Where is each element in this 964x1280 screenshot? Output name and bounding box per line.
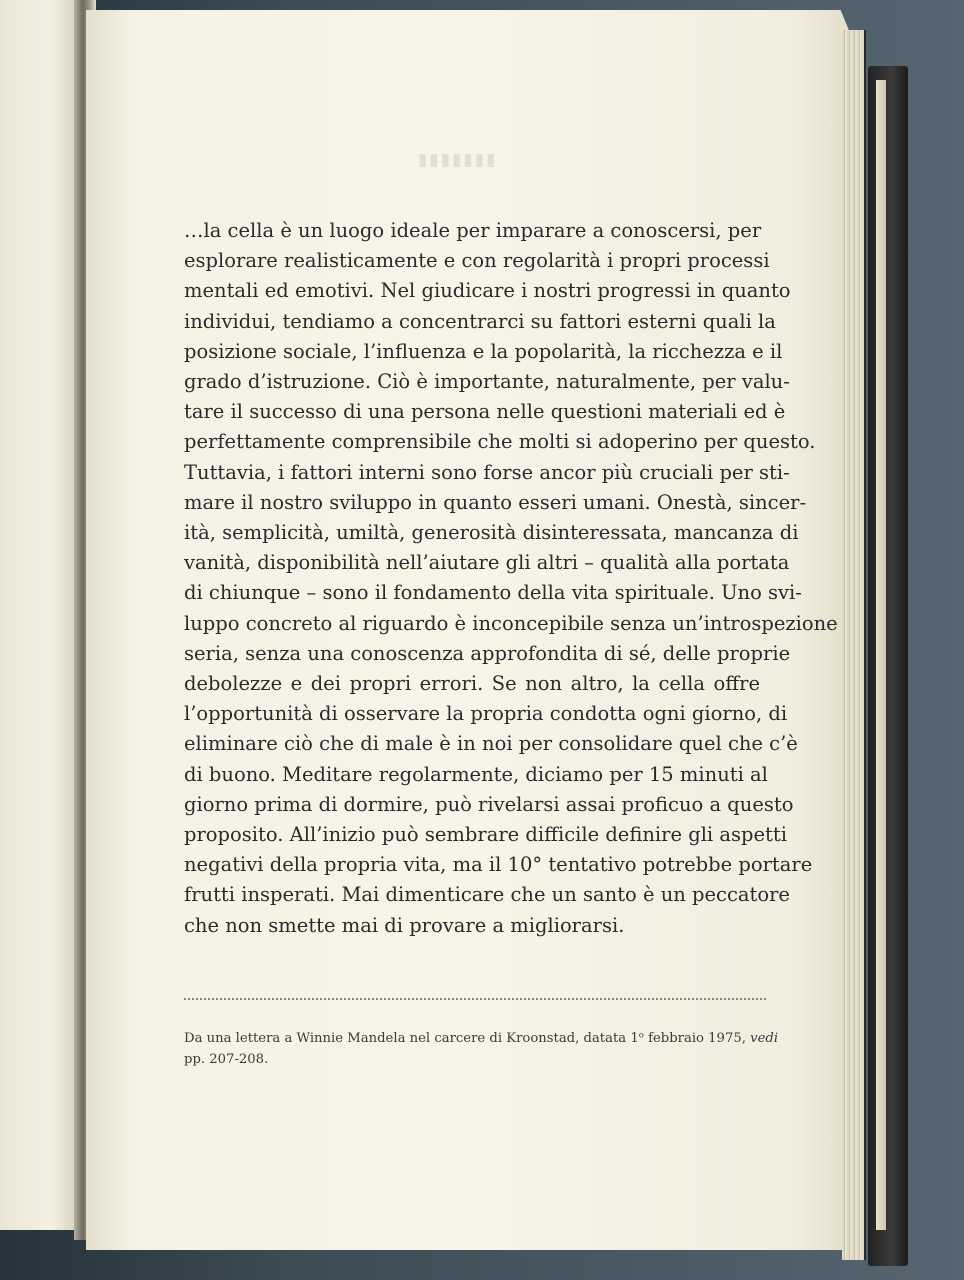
book-back-cover	[868, 66, 908, 1266]
text-line: negativi della propria vita, ma il 10° tentativo potrebbe portare	[184, 853, 813, 877]
footnote-line-2: pp. 207-208.	[184, 1052, 269, 1067]
text-line: debolezze e dei propri errori. Se non altro, la cella offre	[184, 672, 760, 696]
text-line: tare il successo di una persona nelle questioni materiali ed è	[184, 400, 786, 424]
text-line: giorno prima di dormire, può rivelarsi assai proficuo a questo	[184, 792, 794, 816]
footnote-rule	[184, 998, 766, 1000]
text-line: di buono. Meditare regolarmente, diciamo per 15 minuti al	[184, 762, 768, 786]
text-line: Tuttavia, i fattori interni sono forse ancor più cruciali per sti-	[184, 460, 790, 484]
text-line: che non smette mai di provare a migliorarsi.	[184, 913, 625, 937]
book-edge-behind	[876, 80, 886, 1230]
footnote-text-b: febbraio 1975,	[643, 1031, 751, 1046]
left-page	[0, 0, 84, 1230]
text-line: luppo concreto al riguardo è inconcepibile senza un’introspezione	[184, 611, 838, 635]
text-line: mentali ed emotivi. Nel giudicare i nostri progressi in quanto	[184, 279, 791, 303]
text-line: grado d’istruzione. Ciò è importante, naturalmente, per valu-	[184, 370, 790, 394]
text-line: di chiunque – sono il fondamento della vita spirituale. Uno svi-	[184, 581, 802, 605]
text-line: posizione sociale, l’influenza e la popolarità, la ricchezza e il	[184, 339, 783, 363]
main-text	[184, 216, 838, 941]
footnote-superscript: o	[638, 1030, 644, 1041]
text-line: seria, senza una conoscenza approfondita di sé, delle proprie	[184, 641, 791, 665]
text-line: …la cella è un luogo ideale per imparare a conoscersi, per	[184, 219, 762, 242]
text-line: ità, semplicità, umiltà, generosità disinteressata, mancanza di	[184, 521, 799, 545]
text-line: esplorare realisticamente e con regolarità i propri processi	[184, 249, 770, 273]
text-line: perfettamente comprensibile che molti si adoperino per questo.	[184, 430, 816, 454]
text-line: vanità, disponibilità nell’aiutare gli altri – qualità alla portata	[184, 551, 790, 575]
show-through-heading: ▮▮▮▮▮▮▮	[418, 150, 498, 170]
footnote	[184, 1028, 784, 1070]
text-line: frutti insperati. Mai dimenticare che un santo è un peccatore	[184, 883, 790, 907]
text-line: l’opportunità di osservare la propria condotta ogni giorno, di	[184, 702, 788, 726]
text-line: mare il nostro sviluppo in quanto esseri umani. Onestà, sincer-	[184, 490, 807, 514]
footnote-text-a: Da una lettera a Winnie Mandela nel carcere di Kroonstad, datata 1	[184, 1031, 639, 1046]
text-line: proposito. All’inizio può sembrare difficile definire gli aspetti	[184, 823, 787, 847]
text-line: eliminare ciò che di male è in noi per consolidare quel che c’è	[184, 732, 798, 756]
footnote-italic: vedi	[750, 1031, 779, 1046]
page-edges	[842, 30, 866, 1260]
footnote-line-1	[184, 1028, 784, 1049]
text-line: individui, tendiamo a concentrarci su fattori esterni quali la	[184, 309, 776, 333]
